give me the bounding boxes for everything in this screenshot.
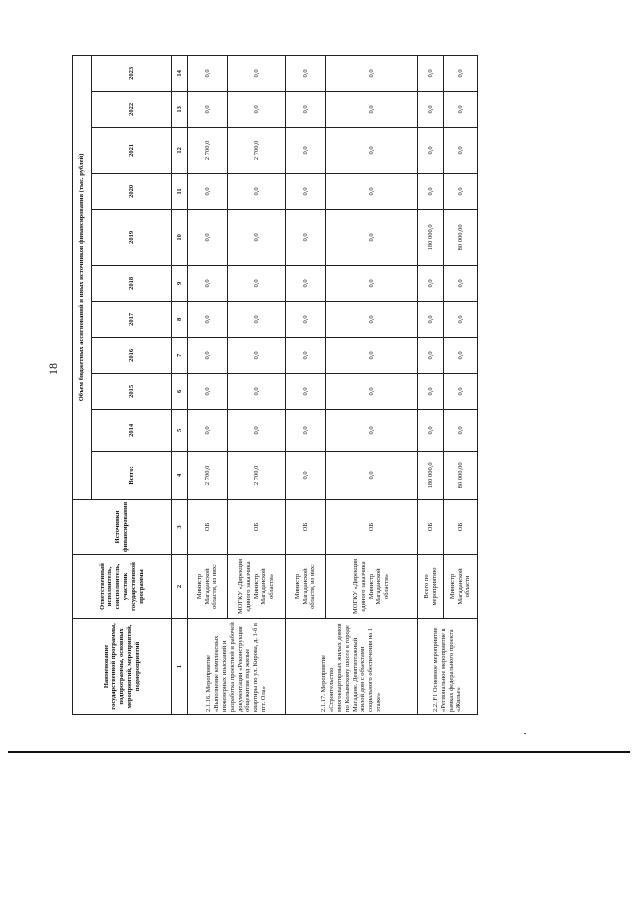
executor-cell: Всего по мероприятию: [418, 555, 444, 619]
header-executor: Ответственный исполнитель, соисполнитель, участник государственной программы: [73, 555, 172, 619]
column-number: 2: [172, 555, 188, 619]
value-cell: 0,0: [444, 265, 478, 301]
value-cell: 0,0: [326, 55, 418, 91]
value-cell: 0,0: [286, 337, 326, 373]
header-source: Источники финансирования: [73, 499, 172, 554]
source-cell: ОБ: [444, 499, 478, 554]
measure-name: 2.1.16. Мероприятие «Выполнение комплексных инженерных изысканий и разработка проектной и рабочей документации «Реконструкция общежития под жилые квартиры по ул. Кирова, д. 1-б в пгт. Ола»: [188, 619, 286, 715]
header-year: 2017: [92, 301, 172, 337]
value-cell: 2 700,0: [188, 127, 228, 173]
measure-name: 2.1.17. Мероприятие «Строительство многоквартирных жилых домов по Колымскому шоссе в городе Магадане. Девятиэтажный жилой дом с объектами социального обеспечения на 1 этаже»: [286, 619, 418, 715]
value-cell: 0,0: [188, 55, 228, 91]
value-cell: 0,0: [188, 209, 228, 265]
executor-cell: МОГКУ «Дирекция единого заказчика Министр Магаданской области»: [326, 555, 418, 619]
value-cell: 0,0: [286, 301, 326, 337]
value-cell: 0,0: [188, 301, 228, 337]
executor-cell: Министр Магаданской области: [444, 555, 478, 619]
value-cell: 0,0: [326, 265, 418, 301]
value-cell: 0,0: [418, 301, 444, 337]
value-cell: 0,0: [286, 173, 326, 209]
measure-name: 2.2. F1 Основное мероприятие «Региональное мероприятие в рамках федерального проекта «Жилье»: [418, 619, 478, 715]
executor-cell: Министр Магаданской области, из них:: [286, 555, 326, 619]
column-number: 5: [172, 409, 188, 451]
value-cell: 0,0: [228, 409, 286, 451]
column-number: 12: [172, 127, 188, 173]
value-cell: 0,0: [228, 265, 286, 301]
value-cell: 0,0: [228, 55, 286, 91]
value-cell: 0,0: [444, 91, 478, 127]
value-cell: 0,0: [228, 209, 286, 265]
value-cell: 0,0: [326, 91, 418, 127]
budget-table: [72, 55, 478, 715]
source-cell: ОБ: [418, 499, 444, 554]
header-year: 2019: [92, 209, 172, 265]
value-cell: 0,0: [444, 337, 478, 373]
value-cell: 0,0: [444, 173, 478, 209]
table-row: [326, 55, 418, 714]
value-cell: 0,0: [326, 409, 418, 451]
value-cell: 0,0: [444, 127, 478, 173]
value-cell: 0,0: [188, 173, 228, 209]
column-number: 14: [172, 55, 188, 91]
executor-cell: МОГКУ «Дирекция единого заказчика Министр Магаданской области»: [228, 555, 286, 619]
total-cell: 0,0: [326, 451, 418, 499]
header-year: 2021: [92, 127, 172, 173]
total-cell: 2 700,0: [188, 451, 228, 499]
header-row: [73, 55, 92, 714]
value-cell: 80 000,00: [444, 209, 478, 265]
value-cell: 0,0: [326, 337, 418, 373]
table-row: [228, 55, 286, 714]
source-cell: ОБ: [228, 499, 286, 554]
value-cell: 0,0: [418, 337, 444, 373]
value-cell: 0,0: [418, 265, 444, 301]
column-number: 7: [172, 337, 188, 373]
value-cell: 0,0: [286, 91, 326, 127]
value-cell: 0,0: [286, 209, 326, 265]
total-cell: 0,0: [286, 451, 326, 499]
value-cell: 0,0: [418, 127, 444, 173]
column-number: 13: [172, 91, 188, 127]
value-cell: 0,0: [188, 373, 228, 409]
value-cell: 2 700,0: [228, 127, 286, 173]
column-number: 11: [172, 173, 188, 209]
scan-speck: [524, 733, 526, 734]
column-number: 8: [172, 301, 188, 337]
value-cell: 0,0: [228, 173, 286, 209]
value-cell: 0,0: [286, 55, 326, 91]
header-volume: Объем бюджетных ассигнований и иных источников финансирования (тыс. рублей): [73, 55, 92, 499]
value-cell: 0,0: [444, 409, 478, 451]
header-year: 2020: [92, 173, 172, 209]
header-year: 2016: [92, 337, 172, 373]
value-cell: 0,0: [228, 91, 286, 127]
column-number: 9: [172, 265, 188, 301]
value-cell: 0,0: [418, 373, 444, 409]
column-number: 6: [172, 373, 188, 409]
header-year: 2014: [92, 409, 172, 451]
table-row: [286, 55, 326, 714]
value-cell: 0,0: [286, 127, 326, 173]
value-cell: 0,0: [286, 265, 326, 301]
value-cell: 0,0: [228, 373, 286, 409]
total-cell: 180 000,0: [418, 451, 444, 499]
column-number-row: [172, 55, 188, 714]
page-number: 18: [46, 363, 60, 375]
value-cell: 0,0: [326, 373, 418, 409]
value-cell: 0,0: [228, 301, 286, 337]
header-year: 2023: [92, 55, 172, 91]
value-cell: 0,0: [444, 55, 478, 91]
value-cell: 0,0: [188, 91, 228, 127]
value-cell: 0,0: [418, 55, 444, 91]
value-cell: 0,0: [326, 301, 418, 337]
value-cell: 180 000,0: [418, 209, 444, 265]
header-year: 2022: [92, 91, 172, 127]
total-cell: 2 700,0: [228, 451, 286, 499]
column-number: 4: [172, 451, 188, 499]
value-cell: 0,0: [326, 173, 418, 209]
source-cell: ОБ: [286, 499, 326, 554]
value-cell: 0,0: [418, 173, 444, 209]
value-cell: 0,0: [228, 337, 286, 373]
header-total: Всего:: [92, 451, 172, 499]
value-cell: 0,0: [188, 337, 228, 373]
value-cell: 0,0: [326, 209, 418, 265]
column-number: 3: [172, 499, 188, 554]
header-year: 2015: [92, 373, 172, 409]
header-name: Наименование государственной программы, подпрограммы, основных мероприятий, мероприятий, подмероприятий: [73, 619, 172, 715]
value-cell: 0,0: [286, 409, 326, 451]
value-cell: 0,0: [188, 409, 228, 451]
header-year: 2018: [92, 265, 172, 301]
executor-cell: Министр Магаданской области, из них:: [188, 555, 228, 619]
table-row: [418, 55, 444, 714]
source-cell: ОБ: [326, 499, 418, 554]
value-cell: 0,0: [188, 265, 228, 301]
value-cell: 0,0: [418, 91, 444, 127]
value-cell: 0,0: [444, 301, 478, 337]
table-row: [188, 55, 228, 714]
source-cell: ОБ: [188, 499, 228, 554]
column-number: 10: [172, 209, 188, 265]
value-cell: 0,0: [418, 409, 444, 451]
value-cell: 0,0: [326, 127, 418, 173]
page-bottom-rule: [8, 751, 630, 753]
total-cell: 80 000,00: [444, 451, 478, 499]
column-number: 1: [172, 619, 188, 715]
value-cell: 0,0: [444, 373, 478, 409]
value-cell: 0,0: [286, 373, 326, 409]
table-row: [444, 55, 478, 714]
